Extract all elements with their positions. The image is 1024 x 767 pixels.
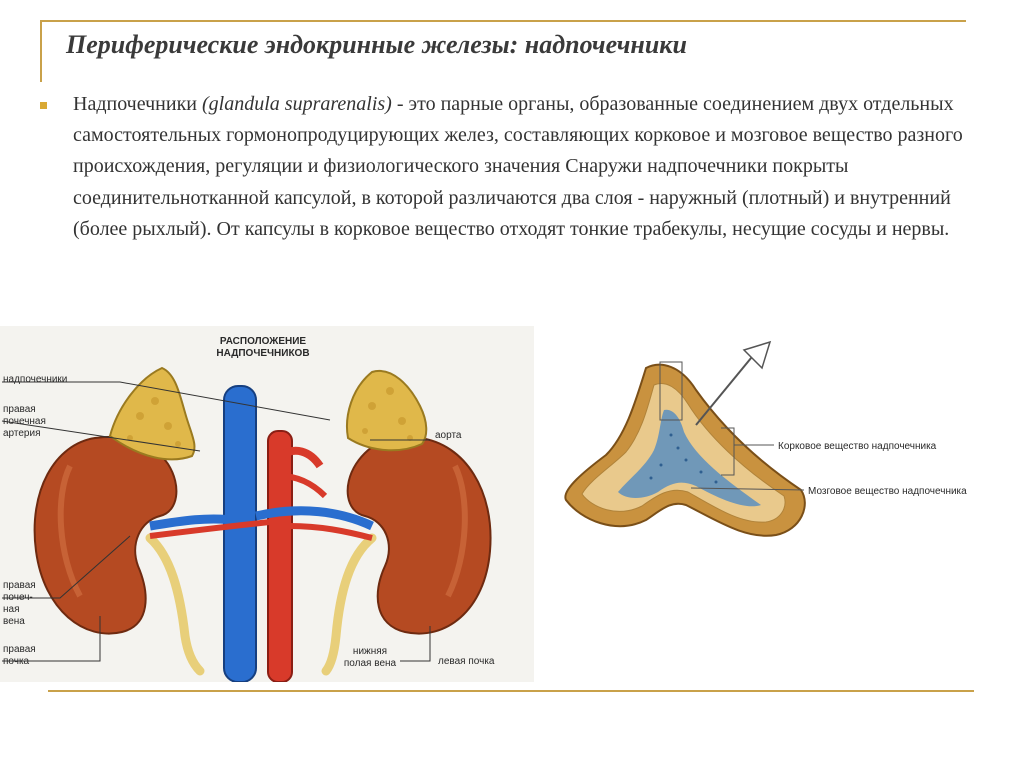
inferior-vena-cava (224, 386, 256, 682)
body-paragraph (73, 89, 1003, 245)
adrenal-cross-section-illustration (556, 340, 1016, 560)
label-ivc-2: полая вена (343, 658, 397, 669)
figure-heading-line1: РАСПОЛОЖЕНИЕ (219, 336, 307, 347)
label-right-artery-2: почечная (3, 416, 46, 427)
label-right-kidney-2: почка (3, 656, 30, 667)
zoom-arrow-shaft (696, 352, 756, 425)
paragraph-rest: - это парные органы, образованные соединением двух отдельных самостоятельных гормонопродуцирующих желез, составляющих корковое и мозговое вещество разного происхождения, регуляции и физиологического значения Снаружи надпочечники покрыты соединительнотканной капсулой, в которой различаются два слоя - наружный (плотный) и внутренний (более рыхлый). От капсулы в корковое вещество отходят тонкие трабекулы, несущие сосуды и нервы. (73, 93, 963, 240)
paragraph-latin-term: (glandula suprarenalis) (202, 93, 392, 115)
aorta (268, 431, 292, 682)
label-left-kidney: левая почка (438, 656, 495, 667)
label-right-artery-1: правая (3, 404, 36, 415)
left-rule (40, 20, 42, 82)
figure-heading-line2: НАДПОЧЕЧНИКОВ (216, 348, 310, 359)
page-title: Периферические эндокринные железы: надпочечники (66, 30, 687, 59)
label-right-kidney-1: правая (3, 644, 36, 655)
label-medulla: Мозговое вещество надпочечника (808, 486, 967, 497)
label-right-vein-2: почеч- (3, 592, 33, 603)
label-right-vein-4: вена (3, 616, 25, 627)
bottom-rule (48, 690, 974, 692)
kidney-adrenal-illustration (0, 326, 534, 682)
zoom-arrow-icon (744, 342, 770, 368)
bullet-marker (40, 102, 47, 109)
paragraph-lead: Надпочечники (73, 93, 203, 115)
label-cortex: Корковое вещество надпочечника (778, 441, 937, 452)
label-right-vein-1: правая (3, 580, 36, 591)
label-right-artery-3: артерия (3, 428, 41, 439)
label-adrenals: надпочечники (3, 374, 68, 385)
label-ivc-1: нижняя (352, 646, 388, 657)
label-aorta: аорта (435, 430, 462, 441)
label-right-vein-3: ная (3, 604, 20, 615)
top-rule (40, 20, 966, 22)
